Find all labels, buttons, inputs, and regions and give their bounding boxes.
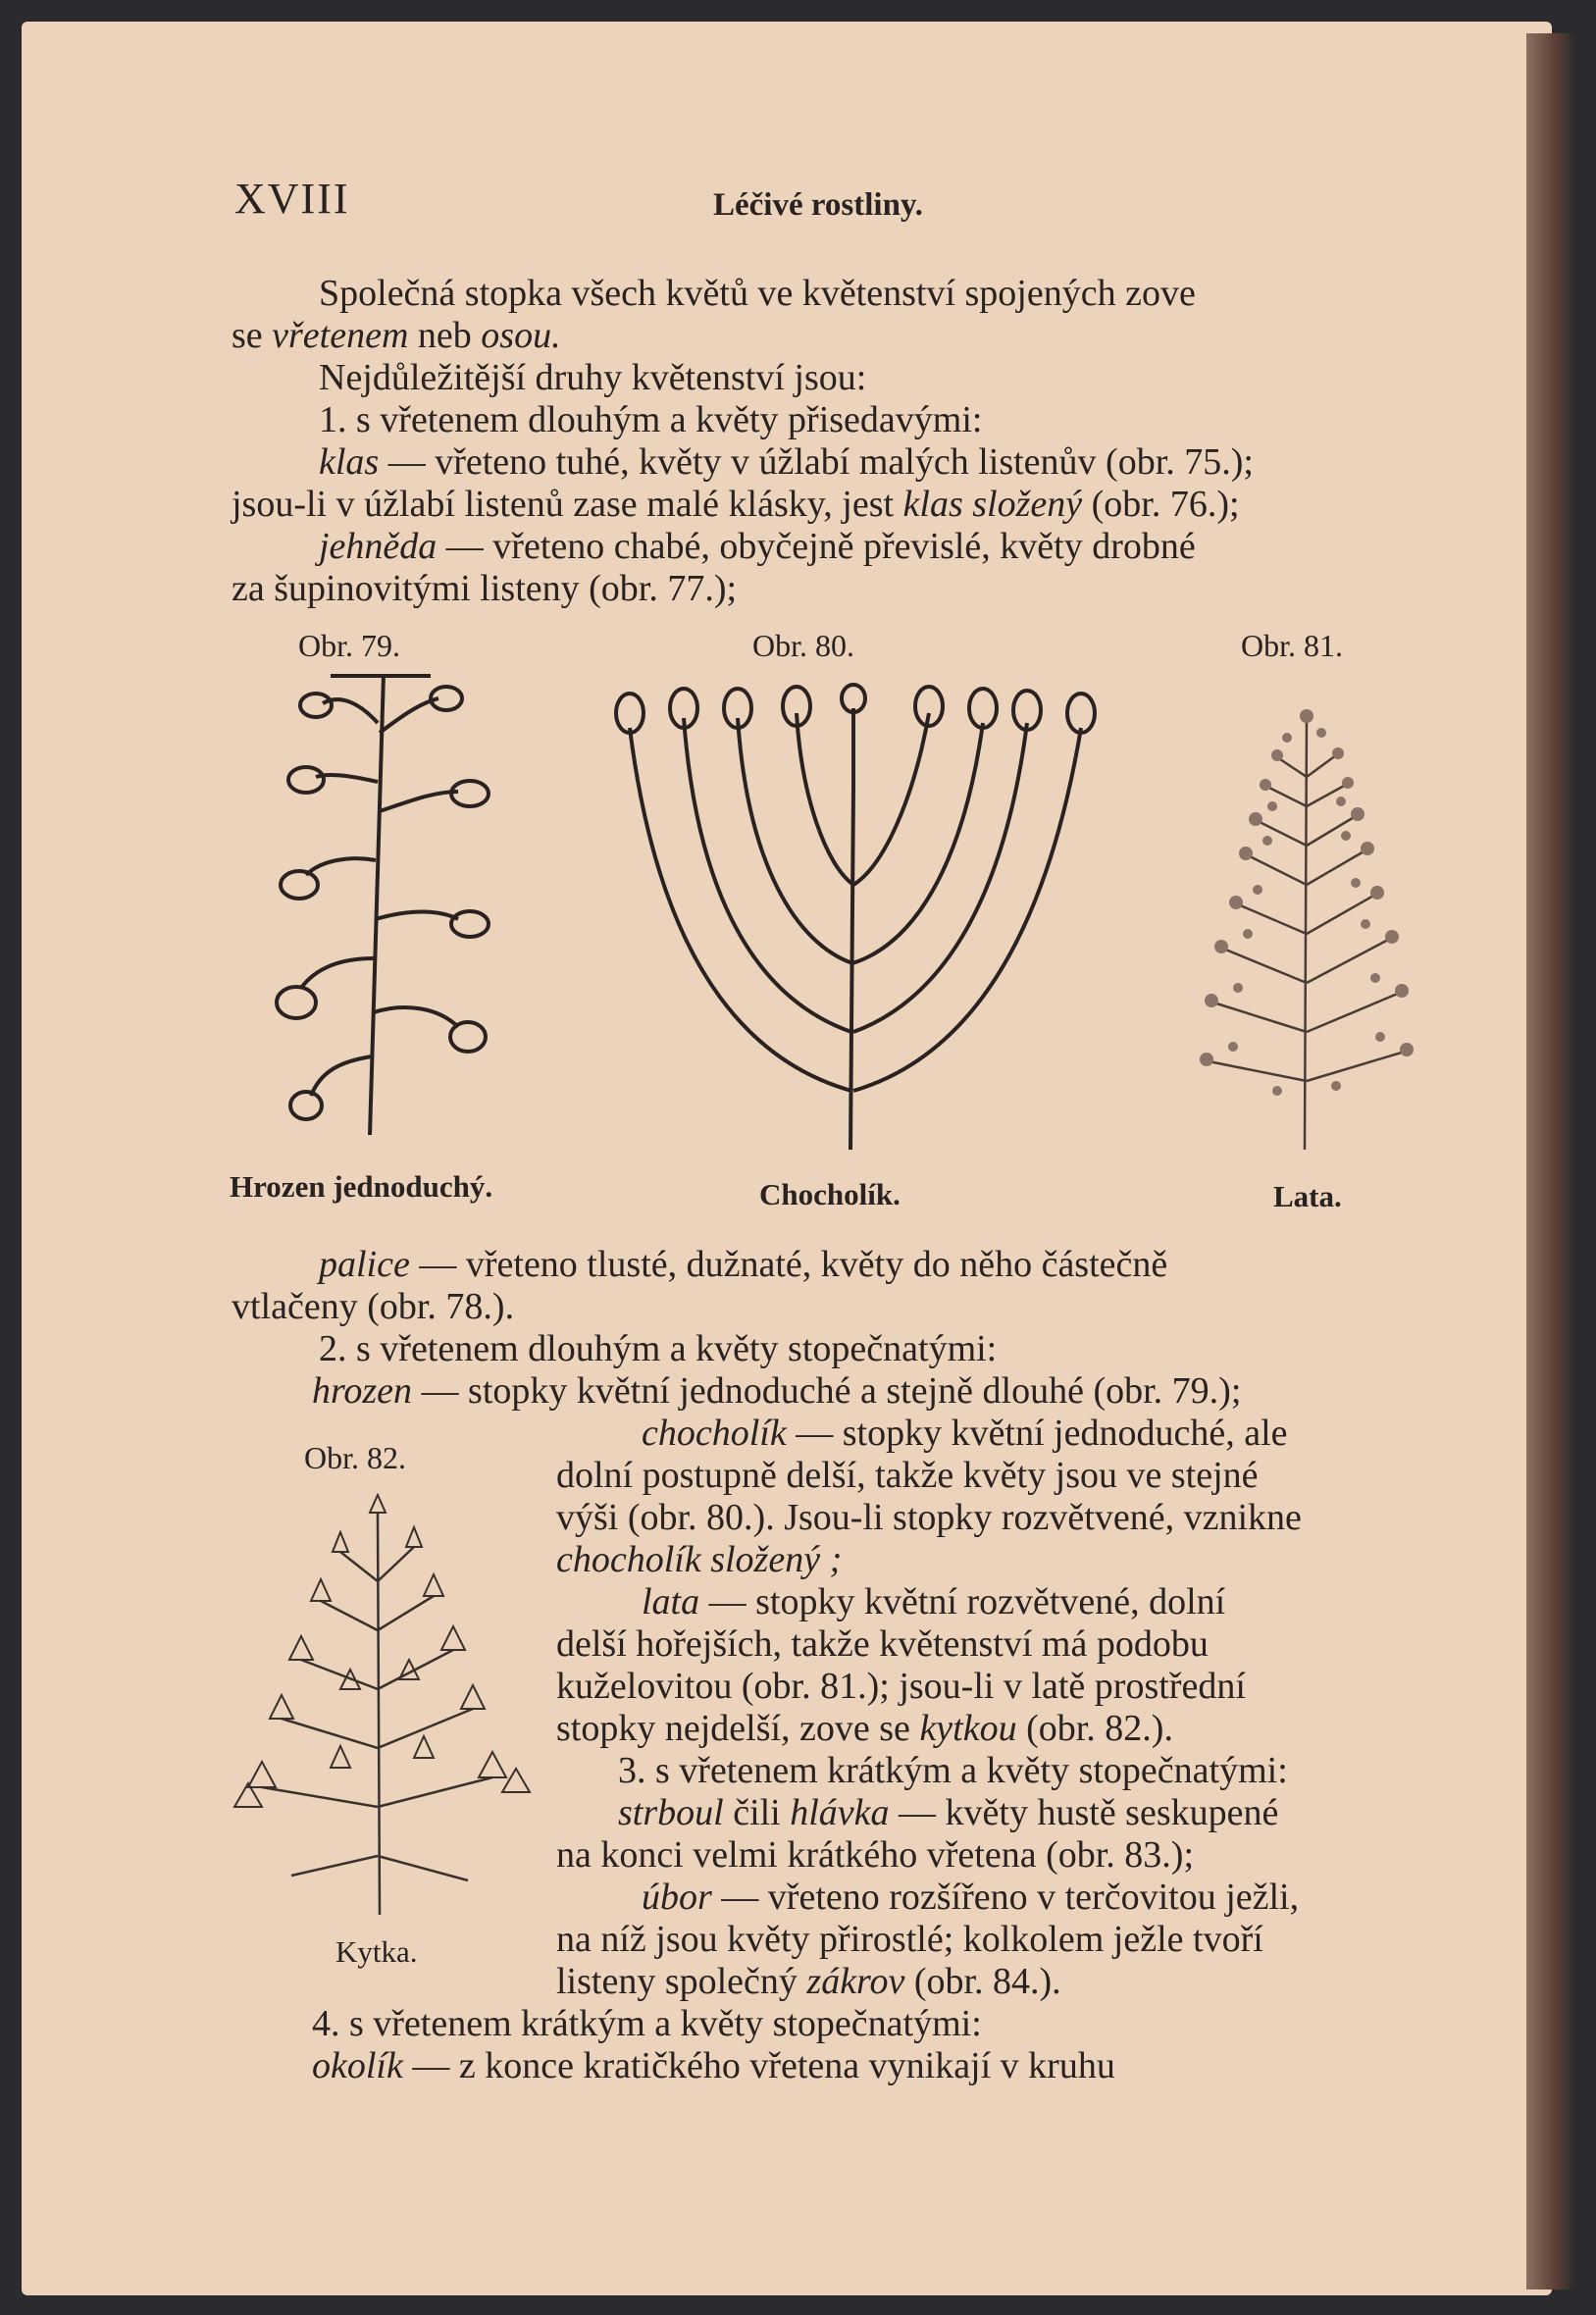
text-line: vtlačeny (obr. 78.).	[232, 1286, 515, 1327]
text-line: chocholík — stopky květní jednoduché, ale	[642, 1413, 1288, 1454]
raceme-illustration	[262, 664, 527, 1145]
figure-caption: Hrozen jednoduchý.	[230, 1169, 493, 1204]
panicle-illustration	[1169, 698, 1444, 1159]
text-line: jsou-li v úžlabí listenů zase malé klásky, jest klas složený (obr. 76.);	[232, 484, 1240, 525]
text-line: chocholík složený ;	[556, 1539, 843, 1580]
figure-caption: Kytka.	[335, 1934, 418, 1969]
cyme-illustration	[223, 1493, 537, 1925]
text-line: Nejdůležitější druhy květenství jsou:	[319, 357, 867, 398]
text-line: výši (obr. 80.). Jsou-li stopky rozvětvené, vznikne	[556, 1497, 1302, 1538]
text-line: kuželovitou (obr. 81.); jsou-li v latě prostřední	[556, 1666, 1246, 1707]
figure-label: Obr. 79.	[298, 628, 400, 663]
text-line: 2. s vřetenem dlouhým a květy stopečnatými:	[319, 1328, 998, 1369]
text-line: na konci velmi krátkého vřetena (obr. 83.);	[556, 1834, 1195, 1876]
figure-caption: Lata.	[1273, 1179, 1342, 1213]
text-line: okolík — z konce kratičkého vřetena vynikají v kruhu	[312, 2045, 1115, 2086]
corymb-illustration	[600, 669, 1110, 1159]
figure-label: Obr. 82.	[304, 1440, 406, 1475]
figure-label: Obr. 81.	[1241, 628, 1343, 663]
figure-label: Obr. 80.	[752, 628, 854, 663]
text-line: listeny společný zákrov (obr. 84.).	[556, 1961, 1061, 2002]
text-line: palice — vřeteno tlusté, dužnaté, květy do něho částečně	[319, 1244, 1168, 1285]
page-header	[22, 174, 1552, 232]
text-line: strboul čili hlávka — květy hustě seskupené	[618, 1792, 1279, 1833]
text-line: 4. s vřetenem krátkým a květy stopečnatými:	[312, 2003, 982, 2044]
book-page	[22, 22, 1552, 2295]
text-line: se vřetenem neb osou.	[232, 315, 561, 356]
book-edge	[1526, 33, 1575, 2289]
figure-caption: Chocholík.	[759, 1177, 901, 1211]
text-line: Společná stopka všech květů ve květenství spojených zove	[319, 273, 1196, 314]
text-line: 1. s vřetenem dlouhým a květy přisedavými:	[319, 399, 983, 440]
text-line: delší hořejších, takže květenství má podobu	[556, 1623, 1209, 1665]
text-line: stopky nejdelší, zove se kytkou (obr. 82.).	[556, 1708, 1173, 1749]
text-line: 3. s vřetenem krátkým a květy stopečnatými:	[618, 1750, 1288, 1791]
text-line: hrozen — stopky květní jednoduché a stejně dlouhé (obr. 79.);	[312, 1370, 1242, 1412]
text-line: dolní postupně delší, takže květy jsou ve stejné	[556, 1455, 1259, 1496]
text-line: jehněda — vřeteno chabé, obyčejně převislé, květy drobné	[319, 526, 1196, 567]
text-line: za šupinovitými listeny (obr. 77.);	[232, 568, 738, 609]
text-line: lata — stopky květní rozvětvené, dolní	[642, 1581, 1226, 1622]
text-line: na níž jsou květy přirostlé; kolkolem ježle tvoří	[556, 1919, 1263, 1960]
text-line: úbor — vřeteno rozšířeno v terčovitou ježli,	[642, 1877, 1300, 1918]
running-title: Léčivé rostliny.	[713, 187, 923, 223]
page-number: XVIII	[234, 175, 350, 223]
text-line: klas — vřeteno tuhé, květy v úžlabí malých listenův (obr. 75.);	[319, 441, 1254, 483]
